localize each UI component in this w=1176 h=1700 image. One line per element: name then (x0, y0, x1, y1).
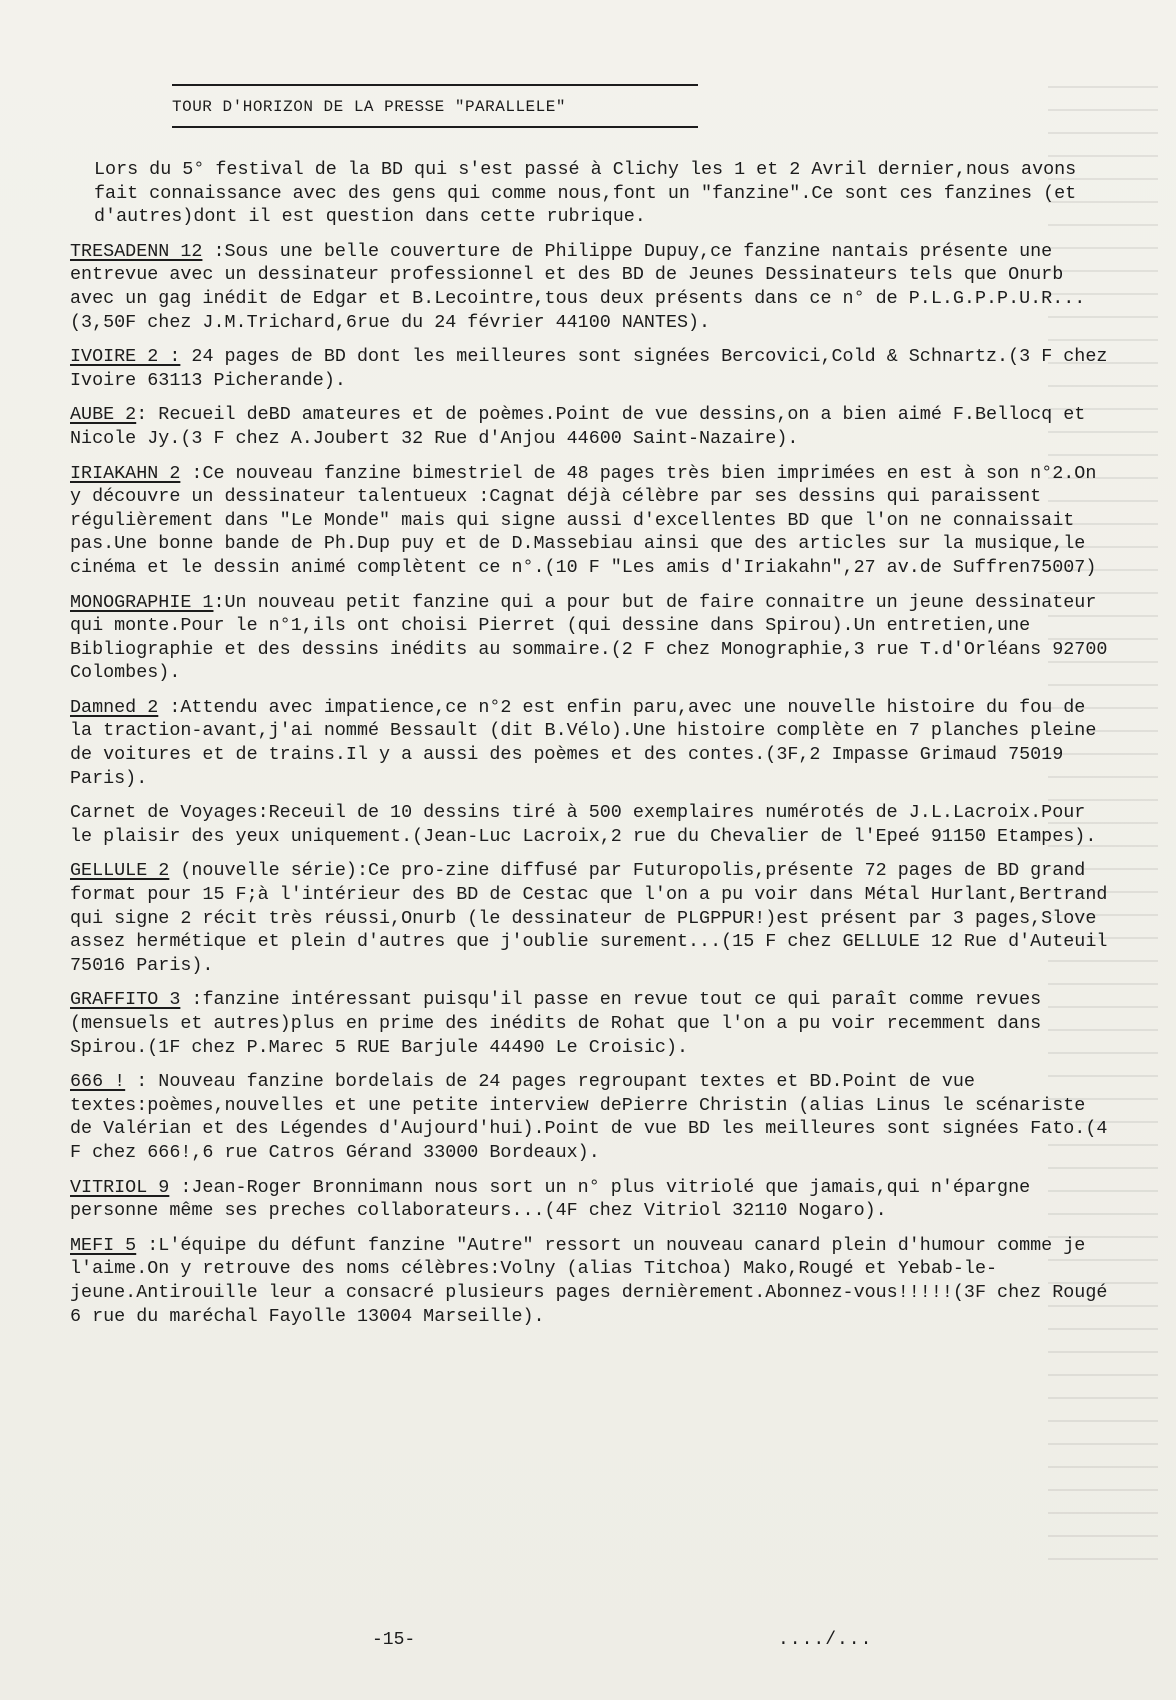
entry-text: :Sous une belle couverture de Philippe Dupuy,ce fanzine nantais présente une entrevue avec un dessinateur professionnel et des BD de Jeunes Dessinateurs tels que Onurb avec un gag inédit de Edgar et B.Lecointre,tous deux présents dans ce n° de P.L.G.P.P.U.R...(3,50F chez J.M.Trichard,6rue du 24 février 44100 NANTES). (70, 240, 1086, 333)
entry-title: 666 ! (70, 1071, 126, 1093)
entry-text: :Jean-Roger Bronnimann nous sort un n° plus vitriolé que jamais,qui n'épargne personne même ses preches collaborateurs...(4F chez Vitriol 32110 Nogaro). (70, 1176, 1031, 1222)
entry-vitriol (70, 1176, 1110, 1223)
entry-text: :Attendu avec impatience,ce n°2 est enfin paru,avec une nouvelle histoire du fou de la traction-avant,j'ai nommé Bessault (dit B.Vélo).Une histoire complète en 7 planches pleine de voitures et de trains.Il y a aussi des poèmes et des contes.(3F,2 Impasse Grimaud 75019 Paris). (70, 696, 1097, 789)
entry-title: MONOGRAPHIE 1 (70, 591, 214, 613)
entry-text: :Un nouveau petit fanzine qui a pour but de faire connaitre un jeune dessinateur qui monte.Pour le n°1,ils ont choisi Pierret (qui dessine dans Spirou).Un entretien,une Bibliographie et des dessins inédits au sommaire.(2 F chez Monographie,3 rue T.d'Orléans 92700 Colombes). (70, 591, 1108, 684)
intro-paragraph: Lors du 5° festival de la BD qui s'est passé à Clichy les 1 et 2 Avril dernier,nous avons fait connaissance avec des gens qui comme nous,font un "fanzine".Ce sont ces fanzines (et d'autres)dont il est question dans cette rubrique. (94, 159, 1077, 228)
entry-carnet-de-voyages (70, 801, 1110, 848)
entry-title: Damned 2 (70, 696, 159, 718)
entry-text: 24 pages de BD dont les meilleures sont signées Bercovici,Cold & Schnartz.(3 F chez Ivoire 63113 Picherande). (70, 346, 1108, 391)
entry-text: :L'équipe du défunt fanzine "Autre" ressort un nouveau canard plein d'humour comme je l'aime.On y retrouve des noms célèbres:Volny (alias Titchoa) Mako,Rougé et Yebab-le-jeune.Antirouille leur a consacré plusieurs pages dernièrement.Abonnez-vous!!!!!(3F chez Rougé 6 rue du maréchal Fayolle 13004 Marseille). (70, 1234, 1108, 1327)
entry-title: GELLULE 2 (70, 860, 170, 882)
entry-text: (nouvelle série):Ce pro-zine diffusé par Futuropolis,présente 72 pages de BD grand format pour 15 F;à l'intérieur des BD de Cestac que l'on a pu voir dans Métal Hurlant,Bertrand qui signe 2 récit très réussi,Onurb (le dessinateur de PLGPPUR!)est présent par 3 pages,Slove assez hermétique et plein d'autres que j'oublie surement...(15 F chez GELLULE 12 Rue d'Auteuil 75016 Paris). (70, 860, 1108, 976)
entry-title: MEFI 5 (70, 1234, 137, 1256)
entry-monographie (70, 591, 1110, 685)
entry-text: :Ce nouveau fanzine bimestriel de 48 pages très bien imprimées en est à son n°2.On y découvre un dessinateur talentueux :Cagnat déjà célèbre par ses dessins qui paraissent régulièrement dans "Le Monde" mais qui signe aussi d'excellentes BD que l'on ne connaissait pas.Une bonne bande de Ph.Dup puy et de D.Massebiau ainsi que des articles sur la musique,le cinéma et le dessin animé complètent ce n°.(10 F "Les amis d'Iriakahn",27 av.de Suffren75007) (70, 462, 1097, 578)
article-body (70, 158, 1110, 1339)
entry-damned (70, 696, 1110, 790)
entry-gellule (70, 859, 1110, 977)
continued-marker: ..../... (778, 1630, 873, 1650)
entry-mefi (70, 1234, 1110, 1328)
entry-aube (70, 403, 1110, 450)
entry-text: : Nouveau fanzine bordelais de 24 pages regroupant textes et BD.Point de vue textes:poèmes,nouvelles et une petite interview dePierre Christin (alias Linus le scénariste de Valérian et des Légendes d'Aujourd'hui).Point de vue BD les meilleures sont signées Fato.(4 F chez 666!,6 rue Catros Gérand 33000 Bordeaux). (70, 1071, 1108, 1163)
entry-title: GRAFFITO 3 (70, 989, 181, 1011)
entry-tresadenn (70, 240, 1110, 334)
entry-text: :fanzine intéressant puisqu'il passe en revue tout ce qui paraît comme revues (mensuels et autres)plus en prime des inédits de Rohat que l'on a pu voir recemment dans Spirou.(1F chez P.Marec 5 RUE Barjule 44490 Le Croisic). (70, 989, 1042, 1058)
entry-title: TRESADENN 12 (70, 240, 203, 262)
entry-text: : Recueil deBD amateures et de poèmes.Point de vue dessins,on a bien aimé F.Bellocq et Nicole Jy.(3 F chez A.Joubert 32 Rue d'Anjou 44600 Saint-Nazaire). (70, 404, 1086, 449)
entry-title: VITRIOL 9 (70, 1176, 170, 1198)
entry-graffito (70, 988, 1110, 1059)
entry-title: IVOIRE 2 : (70, 346, 181, 368)
entry-title: AUBE 2 (70, 404, 137, 426)
entry-ivoire (70, 345, 1110, 392)
entry-666 (70, 1070, 1110, 1164)
entry-text: Carnet de Voyages:Receuil de 10 dessins tiré à 500 exemplaires numérotés de J.L.Lacroix.Pour le plaisir des yeux uniquement.(Jean-Luc Lacroix,2 rue du Chevalier de l'Epeé 91150 Etampes). (70, 802, 1097, 847)
section-title: TOUR D'HORIZON DE LA PRESSE "PARALLELE" (172, 84, 698, 128)
entry-title: IRIAKAHN 2 (70, 462, 181, 484)
entry-iriakahn (70, 462, 1110, 580)
page-number: -15- (372, 1630, 416, 1650)
